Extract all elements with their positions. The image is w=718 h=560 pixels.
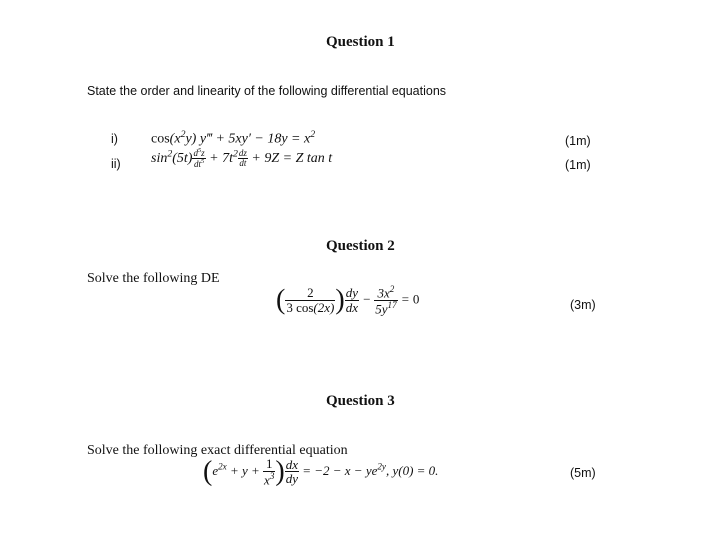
q3-equation: ($e^{2x} + y$ + $\frac{1}{x^3}$ ) $\frac{dx}{dy}$ = $-2 - x - ye^{2y}$, y(0) = 0. (203, 455, 439, 487)
question-1-instruction: State the order and linearity of the following differential equations (87, 84, 447, 98)
q1-item-2-label: ii) (111, 157, 121, 171)
q1-item-1-marks: (1m) (565, 134, 591, 148)
question-2-title: Question 2 (326, 238, 395, 254)
q1-item-1-equation: $\cos(x^2y)$ y‴ + $5xy' - 18y = x^2$ (151, 129, 316, 147)
q1-item-1-label: i) (111, 132, 118, 146)
q2-equation: ( $\frac{2}{3 \cos(2x)}$ ) $\frac{dy}{dx}$ − $\frac{3x^2}{5y^{17}}$ = 0 (276, 284, 420, 317)
question-2-instruction: Solve the following DE (87, 271, 220, 286)
q1-item-2-equation: $\sin^2(5t)$ $\frac{d^5z}{dt^5}$ + $7t^2$ $\frac{dz}{dt}$ + 9Z = Z tan t (151, 147, 333, 170)
q1-item-2-marks: (1m) (565, 158, 591, 172)
q3-marks: (5m) (570, 466, 596, 480)
question-3-instruction: Solve the following exact differential equation (87, 443, 348, 458)
question-3-title: Question 3 (326, 393, 395, 409)
q2-marks: (3m) (570, 298, 596, 312)
question-1-title: Question 1 (326, 34, 395, 50)
